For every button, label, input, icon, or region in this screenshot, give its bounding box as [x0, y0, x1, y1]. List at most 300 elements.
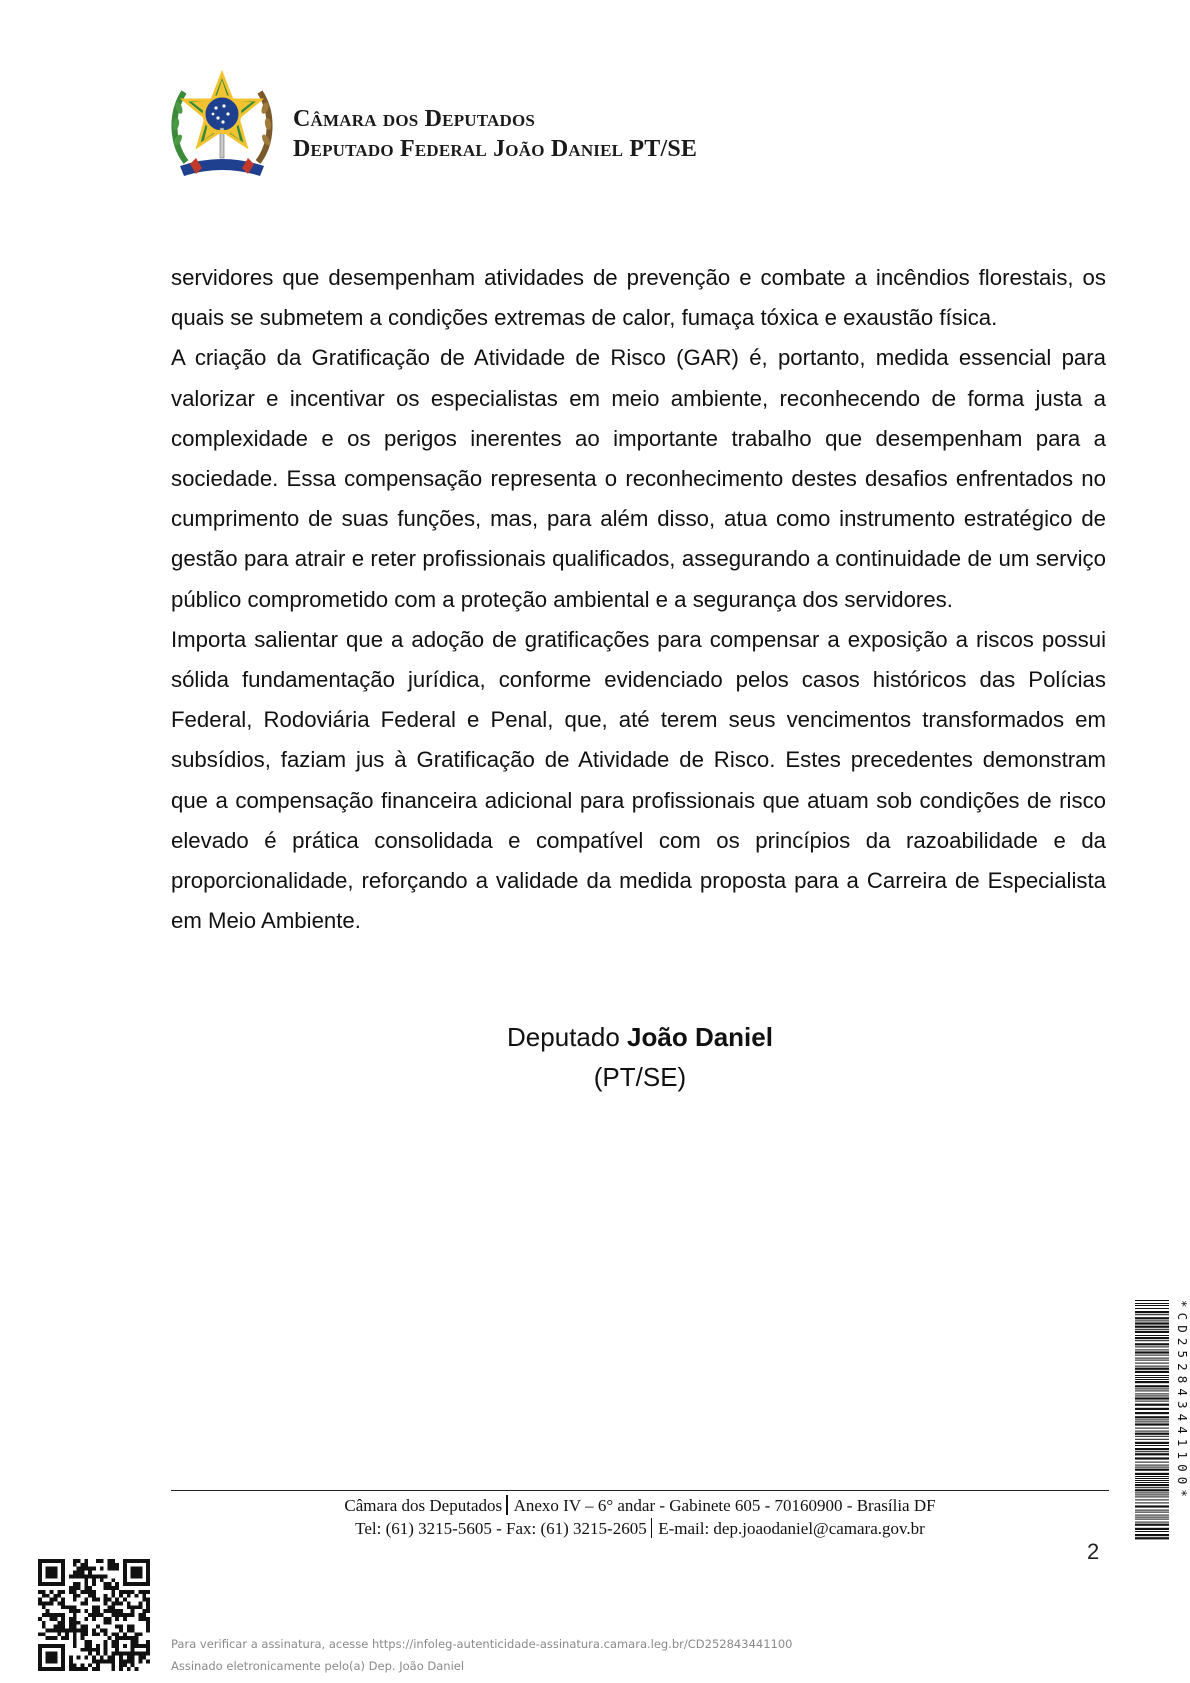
qr-module	[138, 1652, 142, 1656]
qr-module	[80, 1574, 84, 1578]
qr-module	[80, 1567, 84, 1571]
qr-module	[53, 1629, 57, 1633]
qr-module	[135, 1594, 139, 1598]
qr-module	[104, 1644, 108, 1648]
qr-module	[108, 1563, 112, 1567]
qr-module	[77, 1586, 81, 1590]
barcode-bar	[1135, 1505, 1169, 1507]
qr-module	[127, 1590, 131, 1594]
barcode-bar	[1135, 1453, 1169, 1455]
barcode-bar	[1135, 1519, 1169, 1520]
qr-module	[65, 1605, 69, 1609]
qr-module	[127, 1656, 131, 1660]
page-number: 2	[1087, 1539, 1100, 1564]
qr-module	[73, 1621, 77, 1625]
qr-module	[73, 1663, 77, 1667]
qr-module	[92, 1609, 96, 1613]
barcode-bar	[1135, 1494, 1169, 1495]
barcode-bar	[1135, 1379, 1169, 1380]
barcode-bar	[1135, 1515, 1169, 1516]
qr-module	[84, 1667, 88, 1671]
qr-module	[92, 1598, 96, 1602]
barcode-bar	[1135, 1469, 1169, 1471]
qr-module	[111, 1644, 115, 1648]
barcode-bar	[1135, 1305, 1169, 1306]
qr-module	[73, 1629, 77, 1633]
qr-module	[135, 1636, 139, 1640]
barcode-bar	[1135, 1510, 1169, 1511]
qr-module	[88, 1590, 92, 1594]
qr-module	[84, 1629, 88, 1633]
qr-module	[119, 1590, 123, 1594]
qr-module	[57, 1594, 61, 1598]
qr-module	[92, 1659, 96, 1663]
qr-module	[111, 1659, 115, 1663]
qr-module	[88, 1567, 92, 1571]
qr-module	[104, 1629, 108, 1633]
qr-module	[65, 1632, 69, 1636]
qr-module	[96, 1652, 100, 1656]
qr-module	[84, 1598, 88, 1602]
qr-module	[84, 1586, 88, 1590]
barcode-bar	[1135, 1484, 1169, 1486]
qr-module	[142, 1613, 146, 1617]
qr-module	[50, 1590, 54, 1594]
qr-module	[123, 1598, 127, 1602]
qr-module	[104, 1640, 108, 1644]
qr-module	[53, 1625, 57, 1629]
qr-module	[146, 1648, 150, 1652]
qr-module	[111, 1586, 115, 1590]
barcode-label: *CD252843441100*	[1175, 1300, 1190, 1503]
signature-line	[0, 1017, 1190, 1057]
barcode-bar	[1135, 1476, 1169, 1477]
qr-module	[80, 1667, 84, 1671]
qr-module	[69, 1659, 73, 1663]
qr-module	[42, 1625, 46, 1629]
barcode-bar	[1135, 1524, 1169, 1526]
qr-module	[73, 1598, 77, 1602]
qr-module	[65, 1636, 69, 1640]
qr-module	[111, 1594, 115, 1598]
qr-module	[61, 1590, 65, 1594]
qr-module	[104, 1652, 108, 1656]
qr-module	[73, 1636, 77, 1640]
qr-module	[57, 1590, 61, 1594]
qr-module	[104, 1609, 108, 1613]
barcode-bar	[1135, 1433, 1169, 1435]
qr-module	[92, 1613, 96, 1617]
qr-module	[127, 1594, 131, 1598]
qr-module	[84, 1563, 88, 1567]
qr-module	[96, 1663, 100, 1667]
barcode-bar	[1135, 1531, 1169, 1532]
qr-module	[61, 1598, 65, 1602]
qr-module	[77, 1582, 81, 1586]
qr-module	[92, 1629, 96, 1633]
footer-email: E-mail: dep.joaodaniel@camara.gov.br	[658, 1519, 925, 1538]
qr-module	[146, 1617, 150, 1621]
qr-module	[61, 1613, 65, 1617]
qr-module	[146, 1605, 150, 1609]
qr-module	[135, 1605, 139, 1609]
qr-module	[73, 1640, 77, 1644]
qr-module	[142, 1590, 146, 1594]
barcode-bar	[1135, 1311, 1169, 1313]
footer-divider	[171, 1490, 1109, 1491]
qr-module	[142, 1656, 146, 1660]
footer-line-2	[171, 1517, 1109, 1540]
signature-party: (PT/SE)	[593, 1062, 687, 1092]
barcode-bar	[1135, 1512, 1169, 1513]
qr-module	[108, 1636, 112, 1640]
qr-module	[138, 1659, 142, 1663]
footer-phone: Tel: (61) 3215-5605 - Fax: (61) 3215-2605	[355, 1519, 647, 1538]
qr-module	[77, 1629, 81, 1633]
qr-module	[50, 1636, 54, 1640]
barcode-bar	[1135, 1343, 1169, 1345]
qr-code-image	[38, 1559, 150, 1671]
qr-module	[104, 1586, 108, 1590]
qr-module	[146, 1625, 150, 1629]
barcode-bar	[1135, 1412, 1169, 1414]
qr-module	[142, 1594, 146, 1598]
institution-name: Câmara dos Deputados	[293, 106, 536, 132]
qr-module	[53, 1598, 57, 1602]
barcode-bar	[1135, 1366, 1169, 1367]
barcode-bar	[1135, 1340, 1169, 1341]
qr-module	[77, 1621, 81, 1625]
qr-module	[42, 1621, 46, 1625]
qr-module	[38, 1598, 42, 1602]
qr-module	[53, 1617, 57, 1621]
qr-module	[69, 1621, 73, 1625]
qr-module	[61, 1625, 65, 1629]
qr-module	[69, 1663, 73, 1667]
qr-module	[111, 1656, 115, 1660]
qr-module	[73, 1582, 77, 1586]
qr-module	[146, 1644, 150, 1648]
barcode-bar	[1135, 1329, 1169, 1330]
qr-module	[69, 1656, 73, 1660]
barcode-bar	[1135, 1423, 1169, 1425]
qr-module	[92, 1656, 96, 1660]
qr-module	[119, 1663, 123, 1667]
letterhead	[293, 104, 697, 164]
qr-module	[92, 1574, 96, 1578]
qr-module	[138, 1644, 142, 1648]
qr-module	[84, 1559, 88, 1563]
qr-module	[57, 1621, 61, 1625]
qr-module	[88, 1574, 92, 1578]
qr-module	[146, 1601, 150, 1605]
signature-block	[0, 1017, 1190, 1097]
qr-module	[135, 1640, 139, 1644]
qr-module	[111, 1652, 115, 1656]
qr-module	[42, 1605, 46, 1609]
qr-module	[96, 1559, 100, 1563]
qr-module	[111, 1609, 115, 1613]
qr-module	[69, 1667, 73, 1671]
footer-institution: Câmara dos Deputados	[344, 1496, 503, 1515]
qr-module	[115, 1586, 119, 1590]
barcode-bar	[1135, 1371, 1169, 1373]
qr-module	[104, 1594, 108, 1598]
qr-module	[119, 1659, 123, 1663]
qr-module	[73, 1594, 77, 1598]
qr-module	[104, 1601, 108, 1605]
qr-module	[104, 1598, 108, 1602]
qr-module	[127, 1667, 131, 1671]
qr-module	[96, 1632, 100, 1636]
qr-module	[131, 1567, 143, 1579]
qr-module	[84, 1574, 88, 1578]
qr-module	[88, 1652, 92, 1656]
qr-module	[73, 1590, 77, 1594]
qr-module	[50, 1598, 54, 1602]
qr-module	[96, 1609, 100, 1613]
qr-module	[111, 1567, 115, 1571]
qr-module	[42, 1601, 46, 1605]
barcode-bar	[1135, 1300, 1169, 1301]
qr-module	[108, 1656, 112, 1660]
qr-module	[84, 1640, 88, 1644]
barcode-bar	[1135, 1363, 1169, 1364]
qr-module	[96, 1574, 100, 1578]
qr-module	[135, 1667, 139, 1671]
qr-module	[69, 1625, 73, 1629]
qr-module	[77, 1656, 81, 1660]
barcode-bar	[1135, 1482, 1169, 1483]
qr-module	[80, 1632, 84, 1636]
barcode-bar	[1135, 1421, 1169, 1422]
barcode-bar	[1135, 1303, 1169, 1304]
qr-module	[77, 1567, 81, 1571]
qr-module	[77, 1667, 81, 1671]
qr-module	[80, 1629, 84, 1633]
qr-module	[50, 1613, 54, 1617]
qr-module	[138, 1617, 142, 1621]
qr-module	[88, 1663, 92, 1667]
qr-module	[46, 1609, 50, 1613]
qr-module	[146, 1609, 150, 1613]
qr-module	[73, 1625, 77, 1629]
qr-module	[108, 1567, 112, 1571]
barcode-bar	[1135, 1480, 1169, 1481]
qr-module	[119, 1601, 123, 1605]
qr-module	[38, 1590, 42, 1594]
qr-module	[115, 1609, 119, 1613]
qr-module	[131, 1590, 135, 1594]
qr-module	[53, 1636, 57, 1640]
footer-separator	[651, 1518, 653, 1538]
qr-module	[88, 1613, 92, 1617]
qr-module	[104, 1648, 108, 1652]
qr-module	[46, 1613, 50, 1617]
qr-module	[42, 1613, 46, 1617]
qr-module	[73, 1632, 77, 1636]
qr-module	[119, 1629, 123, 1633]
qr-module	[73, 1617, 77, 1621]
signature-name: João Daniel	[627, 1022, 773, 1052]
barcode-bar	[1135, 1390, 1169, 1391]
qr-module	[80, 1563, 84, 1567]
qr-module	[131, 1609, 135, 1613]
qr-module	[84, 1648, 88, 1652]
qr-module	[135, 1652, 139, 1656]
qr-module	[96, 1625, 100, 1629]
qr-module	[88, 1644, 92, 1648]
barcode-bar	[1135, 1335, 1169, 1336]
qr-module	[142, 1617, 146, 1621]
qr-module	[119, 1667, 123, 1671]
barcode-bar	[1135, 1502, 1169, 1503]
barcode-bar	[1135, 1408, 1169, 1410]
coat-of-arms-emblem	[166, 70, 278, 182]
barcode-bar	[1135, 1419, 1169, 1420]
qr-module	[84, 1632, 88, 1636]
qr-module	[135, 1644, 139, 1648]
verification-signer-text: Assinado eletronicamente pelo(a) Dep. João Daniel	[171, 1659, 465, 1673]
qr-module	[111, 1632, 115, 1636]
qr-module	[73, 1613, 77, 1617]
barcode-bar	[1135, 1393, 1169, 1394]
qr-module	[115, 1563, 119, 1567]
qr-module	[92, 1617, 96, 1621]
qr-module	[138, 1605, 142, 1609]
qr-module	[142, 1644, 146, 1648]
qr-module	[57, 1601, 61, 1605]
qr-module	[127, 1629, 131, 1633]
qr-module	[57, 1629, 61, 1633]
qr-module	[38, 1632, 42, 1636]
qr-module	[92, 1594, 96, 1598]
qr-module	[73, 1586, 77, 1590]
qr-module	[104, 1621, 108, 1625]
qr-module	[65, 1629, 69, 1633]
qr-module	[115, 1625, 119, 1629]
qr-module	[46, 1567, 58, 1579]
qr-module	[138, 1601, 142, 1605]
barcode-bar	[1135, 1395, 1169, 1396]
qr-module	[50, 1629, 54, 1633]
qr-module	[127, 1601, 131, 1605]
qr-module	[108, 1609, 112, 1613]
qr-module	[138, 1632, 142, 1636]
qr-module	[108, 1559, 112, 1563]
qr-module	[135, 1632, 139, 1636]
qr-module	[84, 1578, 88, 1582]
qr-module	[73, 1644, 77, 1648]
qr-module	[84, 1644, 88, 1648]
qr-module	[61, 1636, 65, 1640]
qr-module	[100, 1629, 104, 1633]
qr-module	[127, 1659, 131, 1663]
qr-module	[96, 1659, 100, 1663]
qr-module	[96, 1605, 100, 1609]
barcode-bar	[1135, 1448, 1169, 1450]
qr-module	[108, 1659, 112, 1663]
qr-module	[115, 1617, 119, 1621]
qr-module	[88, 1586, 92, 1590]
qr-module	[50, 1601, 54, 1605]
barcode-bar	[1135, 1487, 1169, 1488]
barcode-bar	[1135, 1528, 1169, 1530]
qr-module	[123, 1644, 127, 1648]
barcode-bar	[1135, 1377, 1169, 1378]
barcode-bar	[1135, 1326, 1169, 1328]
barcode-bar	[1135, 1489, 1169, 1491]
qr-module	[111, 1559, 115, 1563]
qr-module	[61, 1605, 65, 1609]
qr-module	[57, 1632, 61, 1636]
qr-module	[77, 1574, 81, 1578]
paragraph: Importa salientar que a adoção de gratificações para compensar a exposição a riscos possui sólida fundamentação jurídica, conforme evidenciado pelos casos históricos das Polícias Federal, Rodoviária Federal e Penal, que, até terem seus vencimentos transformados em subsídios, faziam jus à Gratificação de Atividade de Risco. Estes precedentes demonstram que a compensação financeira adicional para profissionais que atuam sob condições de risco elevado é prática consolidada e compatível com os princípios da razoabilidade e da proporcionalidade, reforçando a validade da medida proposta para a Carreira de Especialista em Meio Ambiente.	[171, 626, 1106, 934]
qr-module	[96, 1613, 100, 1617]
qr-module	[104, 1574, 108, 1578]
qr-module	[69, 1586, 73, 1590]
qr-module	[146, 1621, 150, 1625]
footer-line-1	[171, 1494, 1109, 1517]
qr-module	[138, 1613, 142, 1617]
qr-module	[46, 1594, 50, 1598]
barcode-bar	[1135, 1317, 1169, 1319]
qr-module	[84, 1567, 88, 1571]
qr-module	[111, 1605, 115, 1609]
qr-module	[111, 1667, 115, 1671]
qr-module	[77, 1571, 81, 1575]
qr-module	[146, 1652, 150, 1656]
footer-address-text: Anexo IV – 6° andar - Gabinete 605 - 70160900 - Brasília DF	[513, 1496, 936, 1515]
qr-module	[131, 1625, 135, 1629]
qr-module	[80, 1601, 84, 1605]
qr-module	[61, 1617, 65, 1621]
qr-module	[131, 1663, 135, 1667]
qr-module	[111, 1640, 115, 1644]
qr-module	[146, 1598, 150, 1602]
qr-module	[123, 1613, 127, 1617]
qr-module	[111, 1590, 115, 1594]
barcode-bar	[1135, 1401, 1169, 1402]
barcode-bar	[1135, 1445, 1169, 1446]
qr-module	[111, 1613, 115, 1617]
qr-module	[69, 1629, 73, 1633]
qr-module	[73, 1559, 77, 1563]
qr-module	[69, 1590, 73, 1594]
qr-module	[84, 1656, 88, 1660]
qr-module	[73, 1609, 77, 1613]
barcode-bar	[1135, 1351, 1169, 1353]
qr-module	[131, 1659, 135, 1663]
signature-prefix: Deputado	[507, 1022, 620, 1052]
qr-module	[127, 1625, 131, 1629]
qr-module	[111, 1601, 115, 1605]
qr-module	[131, 1605, 135, 1609]
barcode-bar	[1135, 1436, 1169, 1437]
footer-address	[171, 1494, 1109, 1540]
barcode-bar	[1135, 1368, 1169, 1370]
qr-module	[96, 1644, 100, 1648]
qr-module	[100, 1613, 104, 1617]
barcode-bar	[1135, 1451, 1169, 1452]
qr-module	[38, 1601, 42, 1605]
qr-module	[46, 1601, 50, 1605]
qr-module	[84, 1625, 88, 1629]
qr-module	[119, 1656, 123, 1660]
qr-module	[100, 1559, 104, 1563]
qr-module	[84, 1582, 88, 1586]
barcode-bar	[1135, 1397, 1169, 1399]
